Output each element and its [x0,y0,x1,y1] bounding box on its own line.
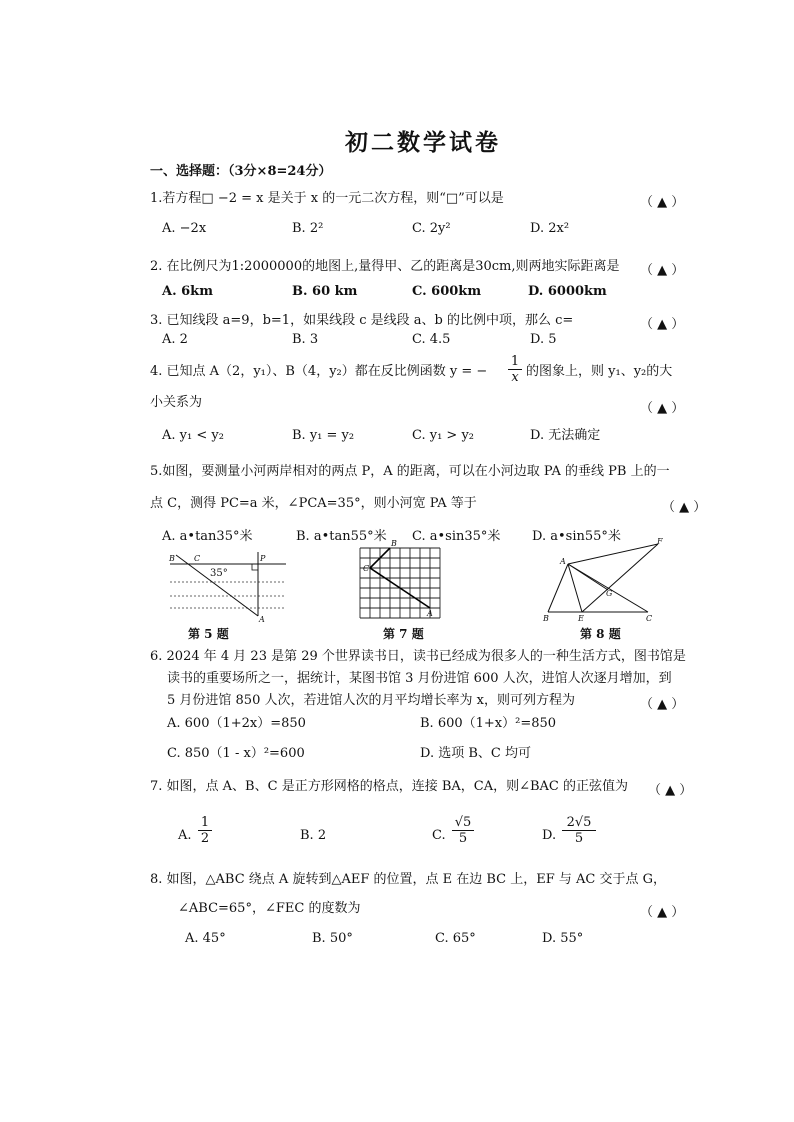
q3-answer-mark: （ ▲ ） [640,317,685,332]
q7-stem: 7. 如图，点 A、B、C 是正方形网格的格点，连接 BA，CA，则∠BAC 的正弦值为 [150,779,629,794]
fig8-label-c: C [646,614,653,623]
q2-option-a: A. 6km [162,284,213,299]
q7-a-denominator: 2 [200,831,210,846]
figure-7-caption: 第 7 题 [383,627,424,641]
q5-option-c: C. a•sin35°米 [412,529,501,544]
q2-option-b: B. 60 km [292,284,358,299]
q3-option-b: B. 3 [292,332,319,347]
q4-stem-part1: 4. 已知点 A（2，y₁）、B（4，y₂）都在反比例函数 y = − [150,364,488,379]
q8-answer-mark: （ ▲ ） [640,905,685,920]
q7-d-denominator: 5 [574,831,584,846]
q2-stem: 2. 在比例尺为1:2000000的地图上,量得甲、乙的距离是30cm,则两地实际距离是 [150,259,620,274]
q4-fraction-numerator: 1 [508,354,522,370]
q7-option-a: A. [178,828,192,843]
q7-c-numerator: √5 [452,815,474,831]
q4-fraction [508,354,522,385]
q3-stem: 3. 已知线段 a=9，b=1，如果线段 c 是线段 a、b 的比例中项，那么 c= [150,313,574,328]
q8-option-c: C. 65° [435,931,476,946]
q7-option-c: C. [432,828,446,843]
q7-option-d: D. [542,828,557,843]
q8-stem-line2: ∠ABC=65°，∠FEC 的度数为 [178,901,361,916]
fig8-label-e: E [578,614,584,623]
fig7-label-b: B [391,539,397,548]
fig7-label-c: C [363,564,370,573]
q4-fraction-denominator: x [511,370,519,385]
q7-option-a-fraction [198,815,212,846]
q7-answer-mark: （ ▲ ） [648,783,693,798]
q4-stem-part3: 小关系为 [150,395,203,410]
q3-option-a: A. 2 [162,332,188,347]
fig8-label-g: G [606,589,613,598]
q6-option-c: C. 850（1 - x）²=600 [167,746,305,761]
q4-option-b: B. y₁ = y₂ [292,428,355,443]
q7-d-numerator: 2√5 [562,815,596,831]
figure-8-rotation [540,537,670,624]
q6-option-a: A. 600（1+2x）=850 [167,716,306,731]
figure-7-grid [358,539,444,620]
q4-answer-mark: （ ▲ ） [640,401,685,416]
q5-answer-mark: （ ▲ ） [662,500,707,515]
q7-c-denominator: 5 [458,831,468,846]
q7-a-numerator: 1 [198,815,212,831]
q7-option-c-fraction [452,815,474,846]
figure-8-caption: 第 8 题 [580,627,621,641]
q5-option-d: D. a•sin55°米 [532,529,621,544]
q2-answer-mark: （ ▲ ） [640,263,685,278]
q2-option-c: C. 600km [412,284,482,299]
fig8-label-b: B [543,614,549,623]
section-heading: 一、选择题：（3分×8=24分） [150,164,332,179]
q5-option-a: A. a•tan35°米 [162,529,253,544]
q5-stem-line2: 点 C，测得 PC=a 米，∠PCA=35°，则小河宽 PA 等于 [150,496,477,511]
fig5-label-a: A [259,615,265,624]
fig5-angle-label: 35° [210,568,228,579]
q8-stem-line1: 8. 如图，△ABC 绕点 A 旋转到△AEF 的位置，点 E 在边 BC 上，EF 与 AC 交于点 G， [150,872,666,887]
q2-option-d: D. 6000km [528,284,607,299]
figure-5-river [168,552,288,624]
page-title: 初二数学试卷 [345,129,501,156]
q4-option-c: C. y₁ > y₂ [412,428,475,443]
q6-option-b: B. 600（1+x）²=850 [420,716,557,731]
q1-option-b: B. 2² [292,221,324,236]
q3-option-d: D. 5 [530,332,557,347]
q1-answer-mark: （ ▲ ） [640,195,685,210]
fig5-label-b: B [169,554,175,563]
fig8-label-a: A [560,557,566,566]
q5-option-b: B. a•tan55°米 [296,529,387,544]
fig5-label-p: P [260,554,266,563]
q6-stem-line1: 6. 2024 年 4 月 23 是第 29 个世界读书日，读书已经成为很多人的一种生活方式，图书馆是 [150,649,686,664]
q8-option-d: D. 55° [542,931,584,946]
q1-stem: 1.若方程□ −2 = x 是关于 x 的一元二次方程，则“□”可以是 [150,191,504,206]
q8-option-b: B. 50° [312,931,353,946]
figure-5-caption: 第 5 题 [188,627,229,641]
q1-option-a: A. −2x [162,221,207,236]
q6-stem-line3: 5 月份进馆 850 人次，若进馆人次的月平均增长率为 x，则可列方程为 [167,693,575,708]
q7-option-b: B. 2 [300,828,327,843]
q6-option-d: D. 选项 B、C 均可 [420,746,531,761]
fig8-label-f: F [657,537,663,546]
q4-option-d: D. 无法确定 [530,428,601,443]
q8-option-a: A. 45° [185,931,226,946]
q6-answer-mark: （ ▲ ） [640,697,685,712]
q1-option-d: D. 2x² [530,221,570,236]
q4-stem-part2: 的图象上，则 y₁、y₂的大 [526,364,673,379]
fig5-label-c: C [194,554,201,563]
q5-stem-line1: 5.如图，要测量小河两岸相对的两点 P，A 的距离，可以在小河边取 PA 的垂线 PB 上的一 [150,464,670,479]
q3-option-c: C. 4.5 [412,332,451,347]
q7-option-d-fraction [562,815,596,846]
q1-option-c: C. 2y² [412,221,451,236]
fig7-label-a: A [427,609,433,618]
q6-stem-line2: 读书的重要场所之一，据统计，某图书馆 3 月份进馆 600 人次，进馆人次逐月增加，到 [167,671,672,686]
q4-option-a: A. y₁ < y₂ [162,428,224,443]
